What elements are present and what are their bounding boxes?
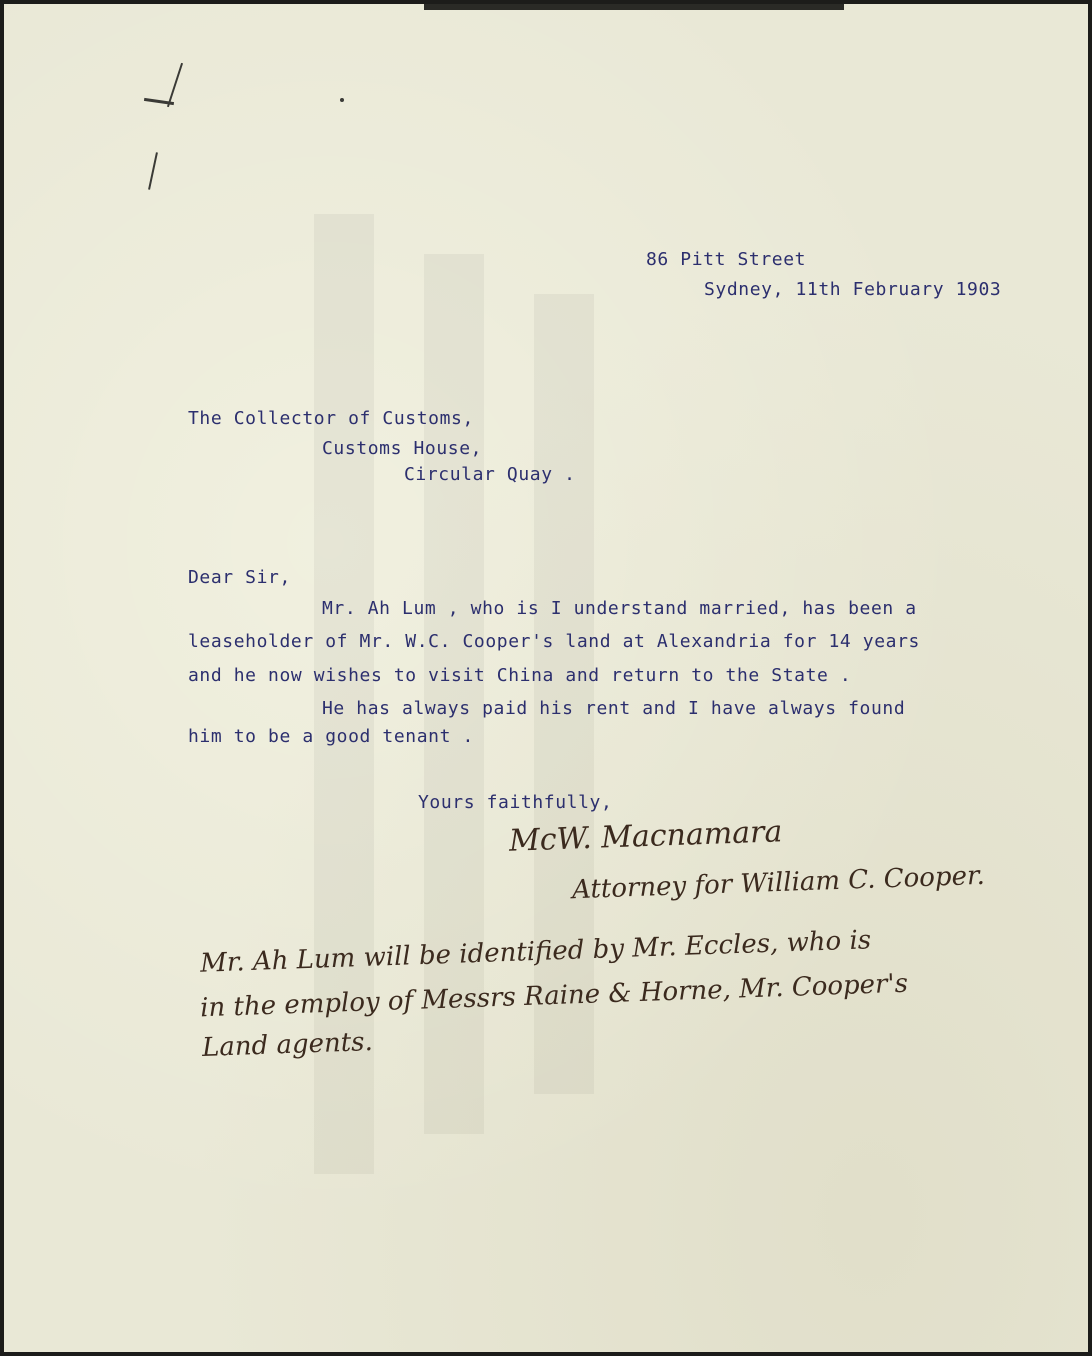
body-line: him to be a good tenant . bbox=[188, 726, 474, 747]
signature-title: Attorney for William C. Cooper. bbox=[571, 860, 986, 906]
margin-mark bbox=[148, 152, 158, 190]
body-line: Mr. Ah Lum , who is I understand married, has been a bbox=[322, 598, 917, 619]
margin-mark bbox=[167, 63, 183, 107]
handwritten-note-line: Mr. Ah Lum will be identified by Mr. Eccles, who is bbox=[199, 925, 872, 979]
scan-edge-shadow bbox=[424, 4, 844, 10]
handwritten-note-line: in the employ of Messrs Raine & Horne, Mr. Cooper's bbox=[199, 968, 909, 1024]
recipient-address-line: Customs House, bbox=[322, 438, 483, 459]
signature-name: McW. Macnamara bbox=[508, 814, 783, 859]
margin-dot bbox=[340, 98, 344, 102]
body-line: and he now wishes to visit China and return to the State . bbox=[188, 665, 852, 686]
sender-address-date: Sydney, 11th February 1903 bbox=[704, 279, 1002, 300]
body-line: He has always paid his rent and I have always found bbox=[322, 698, 906, 719]
sender-address-street: 86 Pitt Street bbox=[646, 249, 807, 270]
closing: Yours faithfully, bbox=[418, 792, 613, 813]
letter-page bbox=[4, 4, 1088, 1352]
recipient-address-line: Circular Quay . bbox=[404, 464, 576, 485]
body-line: leaseholder of Mr. W.C. Cooper's land at Alexandria for 14 years bbox=[188, 631, 920, 652]
recipient-name: The Collector of Customs, bbox=[188, 408, 474, 429]
salutation: Dear Sir, bbox=[188, 567, 291, 588]
handwritten-note-line: Land agents. bbox=[201, 1027, 374, 1063]
